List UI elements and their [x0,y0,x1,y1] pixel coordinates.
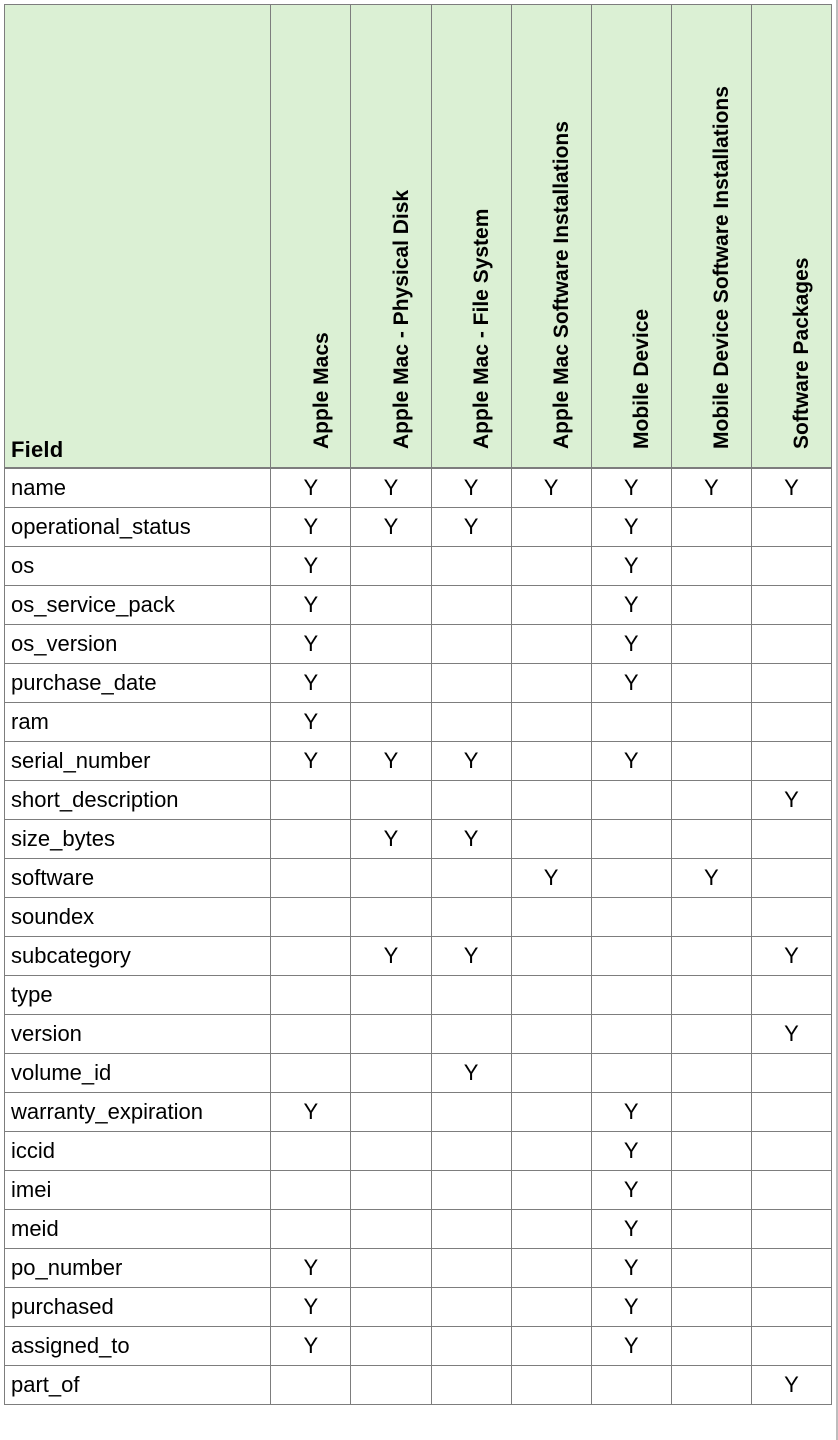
mark-cell[interactable] [671,625,751,664]
mark-cell[interactable] [351,1288,431,1327]
mark-cell[interactable] [431,859,511,898]
mark-cell[interactable] [431,1210,511,1249]
mark-cell[interactable]: Y [431,742,511,781]
mark-cell[interactable] [751,859,831,898]
field-cell[interactable]: os_service_pack [5,586,271,625]
mark-cell[interactable] [751,742,831,781]
mark-cell[interactable] [511,976,591,1015]
mark-cell[interactable] [511,742,591,781]
mark-cell[interactable] [351,1015,431,1054]
field-cell[interactable]: volume_id [5,1054,271,1093]
mark-cell[interactable] [431,1327,511,1366]
mark-cell[interactable]: Y [591,1288,671,1327]
mark-cell[interactable]: Y [271,468,351,508]
mark-cell[interactable] [671,1093,751,1132]
mark-cell[interactable]: Y [671,468,751,508]
mark-cell[interactable] [271,937,351,976]
mark-cell[interactable]: Y [591,1210,671,1249]
mark-cell[interactable] [751,547,831,586]
mark-cell[interactable] [431,976,511,1015]
table-row [5,468,832,508]
header-cell-apple-mac-physical-disk[interactable] [351,5,431,469]
mark-cell[interactable]: Y [351,820,431,859]
mark-cell[interactable] [351,1366,431,1405]
mark-cell[interactable] [351,1210,431,1249]
mark-cell[interactable] [671,937,751,976]
mark-cell[interactable] [431,586,511,625]
mark-cell[interactable] [351,703,431,742]
mark-cell[interactable]: Y [271,1093,351,1132]
mark-cell[interactable] [271,1054,351,1093]
mark-cell[interactable]: Y [271,625,351,664]
table-row [5,898,832,937]
mark-cell[interactable] [671,1327,751,1366]
table-row [5,976,832,1015]
mark-cell[interactable]: Y [591,1327,671,1366]
mark-cell[interactable] [431,781,511,820]
mark-cell[interactable]: Y [431,1054,511,1093]
mark-cell[interactable]: Y [591,586,671,625]
field-cell[interactable]: name [5,468,271,508]
mark-cell[interactable] [511,820,591,859]
mark-cell[interactable] [431,1093,511,1132]
mark-cell[interactable] [751,664,831,703]
mark-cell[interactable] [511,1327,591,1366]
mark-cell[interactable] [511,1015,591,1054]
mark-cell[interactable]: Y [591,468,671,508]
mark-cell[interactable] [351,1132,431,1171]
mark-cell[interactable] [431,1132,511,1171]
table-row [5,1132,832,1171]
mark-cell[interactable] [671,1171,751,1210]
mark-cell[interactable]: Y [271,508,351,547]
field-cell[interactable]: version [5,1015,271,1054]
header-label-field: Field [11,437,64,462]
mark-cell[interactable] [351,1054,431,1093]
field-cell[interactable]: iccid [5,1132,271,1171]
mark-cell[interactable] [351,859,431,898]
mark-cell[interactable] [751,586,831,625]
mark-cell[interactable] [351,1171,431,1210]
mark-cell[interactable] [271,1015,351,1054]
header-label-mobile-device: Mobile Device [630,308,654,449]
mark-cell[interactable] [351,976,431,1015]
table-row [5,1210,832,1249]
mark-cell[interactable] [511,1210,591,1249]
mark-cell[interactable] [751,976,831,1015]
mark-cell[interactable] [751,1171,831,1210]
table-row [5,1288,832,1327]
mark-cell[interactable] [751,1249,831,1288]
mark-cell[interactable] [511,1171,591,1210]
mark-cell[interactable]: Y [271,1288,351,1327]
mark-cell[interactable] [751,1327,831,1366]
mark-cell[interactable] [591,937,671,976]
table-row [5,1366,832,1405]
mark-cell[interactable] [751,1093,831,1132]
mark-cell[interactable]: Y [511,859,591,898]
mark-cell[interactable]: Y [671,859,751,898]
mark-cell[interactable] [511,664,591,703]
mark-cell[interactable]: Y [591,1093,671,1132]
field-cell[interactable]: part_of [5,1366,271,1405]
field-cell[interactable]: meid [5,1210,271,1249]
mark-cell[interactable] [431,703,511,742]
field-cell[interactable]: subcategory [5,937,271,976]
field-cell[interactable]: po_number [5,1249,271,1288]
mark-cell[interactable] [591,1015,671,1054]
table-row [5,1171,832,1210]
mark-cell[interactable]: Y [431,937,511,976]
mark-cell[interactable] [671,586,751,625]
header-label-apple-mac-physical-disk: Apple Mac - Physical Disk [389,189,413,449]
mark-cell[interactable] [511,1288,591,1327]
field-cell[interactable]: ram [5,703,271,742]
mark-cell[interactable] [431,625,511,664]
field-matrix-table [4,4,832,1405]
mark-cell[interactable] [431,1366,511,1405]
mark-cell[interactable]: Y [351,508,431,547]
mark-cell[interactable] [271,1132,351,1171]
table-row [5,742,832,781]
mark-cell[interactable] [351,625,431,664]
mark-cell[interactable] [671,898,751,937]
mark-cell[interactable] [351,781,431,820]
mark-cell[interactable]: Y [351,468,431,508]
mark-cell[interactable] [351,547,431,586]
mark-cell[interactable] [751,1054,831,1093]
header-label-software-packages: Software Packages [790,257,814,449]
mark-cell[interactable] [671,1132,751,1171]
field-cell[interactable]: purchased [5,1288,271,1327]
mark-cell[interactable] [591,859,671,898]
mark-cell[interactable] [671,1054,751,1093]
mark-cell[interactable] [671,1210,751,1249]
header-cell-mobile-device[interactable] [591,5,671,469]
mark-cell[interactable] [431,1015,511,1054]
mark-cell[interactable] [511,781,591,820]
mark-cell[interactable] [591,1366,671,1405]
mark-cell[interactable]: Y [751,1366,831,1405]
mark-cell[interactable] [751,1132,831,1171]
mark-cell[interactable] [271,1171,351,1210]
table-row [5,1054,832,1093]
header-cell-field[interactable] [5,5,271,469]
mark-cell[interactable]: Y [271,586,351,625]
header-cell-apple-mac-file-system[interactable] [431,5,511,469]
mark-cell[interactable] [591,976,671,1015]
mark-cell[interactable] [671,703,751,742]
header-label-mobile-device-software-installations: Mobile Device Software Installations [710,86,734,449]
mark-cell[interactable]: Y [351,937,431,976]
mark-cell[interactable] [351,586,431,625]
mark-cell[interactable] [671,508,751,547]
field-cell[interactable]: os_version [5,625,271,664]
mark-cell[interactable]: Y [431,820,511,859]
table-row [5,781,832,820]
mark-cell[interactable]: Y [431,508,511,547]
mark-cell[interactable] [751,1288,831,1327]
field-cell[interactable]: purchase_date [5,664,271,703]
mark-cell[interactable]: Y [751,1015,831,1054]
table-body [5,468,832,1405]
mark-cell[interactable]: Y [751,781,831,820]
field-cell[interactable]: short_description [5,781,271,820]
mark-cell[interactable] [511,547,591,586]
mark-cell[interactable]: Y [591,664,671,703]
mark-cell[interactable] [751,703,831,742]
mark-cell[interactable]: Y [271,664,351,703]
mark-cell[interactable] [671,820,751,859]
mark-cell[interactable] [271,898,351,937]
mark-cell[interactable] [751,1210,831,1249]
field-cell[interactable]: os [5,547,271,586]
table-row [5,1093,832,1132]
mark-cell[interactable] [511,1054,591,1093]
mark-cell[interactable]: Y [591,1132,671,1171]
table-row [5,1015,832,1054]
mark-cell[interactable] [431,1249,511,1288]
mark-cell[interactable]: Y [431,468,511,508]
mark-cell[interactable]: Y [591,547,671,586]
mark-cell[interactable] [431,1171,511,1210]
table-row [5,625,832,664]
mark-cell[interactable] [271,1210,351,1249]
mark-cell[interactable] [671,664,751,703]
mark-cell[interactable] [511,625,591,664]
mark-cell[interactable] [511,937,591,976]
mark-cell[interactable] [591,898,671,937]
mark-cell[interactable] [751,508,831,547]
mark-cell[interactable]: Y [591,625,671,664]
mark-cell[interactable] [431,547,511,586]
field-cell[interactable]: warranty_expiration [5,1093,271,1132]
mark-cell[interactable] [671,742,751,781]
field-cell[interactable]: imei [5,1171,271,1210]
mark-cell[interactable] [511,508,591,547]
mark-cell[interactable] [591,703,671,742]
mark-cell[interactable] [431,898,511,937]
mark-cell[interactable] [671,1288,751,1327]
table-row [5,859,832,898]
mark-cell[interactable] [671,976,751,1015]
table-row [5,508,832,547]
mark-cell[interactable] [751,625,831,664]
header-label-apple-mac-software-installations: Apple Mac Software Installations [550,121,574,449]
mark-cell[interactable] [351,664,431,703]
mark-cell[interactable]: Y [271,703,351,742]
header-label-apple-macs: Apple Macs [309,332,333,449]
mark-cell[interactable] [351,1093,431,1132]
mark-cell[interactable] [511,1093,591,1132]
mark-cell[interactable] [671,547,751,586]
mark-cell[interactable] [511,1249,591,1288]
mark-cell[interactable] [671,1015,751,1054]
mark-cell[interactable] [511,1366,591,1405]
mark-cell[interactable]: Y [271,742,351,781]
mark-cell[interactable] [591,820,671,859]
mark-cell[interactable] [271,859,351,898]
mark-cell[interactable]: Y [271,1327,351,1366]
header-cell-software-packages[interactable] [751,5,831,469]
mark-cell[interactable]: Y [591,1171,671,1210]
mark-cell[interactable] [591,1054,671,1093]
table-row [5,547,832,586]
mark-cell[interactable] [511,586,591,625]
mark-cell[interactable]: Y [591,1249,671,1288]
mark-cell[interactable] [431,1288,511,1327]
table-row [5,1249,832,1288]
mark-cell[interactable] [671,1366,751,1405]
table-row [5,937,832,976]
table-row [5,703,832,742]
field-cell[interactable]: type [5,976,271,1015]
mark-cell[interactable]: Y [511,468,591,508]
mark-cell[interactable]: Y [351,742,431,781]
mark-cell[interactable]: Y [271,1249,351,1288]
mark-cell[interactable]: Y [751,468,831,508]
mark-cell[interactable] [671,1249,751,1288]
mark-cell[interactable] [271,1366,351,1405]
mark-cell[interactable] [351,898,431,937]
header-label-apple-mac-file-system: Apple Mac - File System [470,208,494,449]
mark-cell[interactable] [751,898,831,937]
field-cell[interactable]: assigned_to [5,1327,271,1366]
field-cell[interactable]: operational_status [5,508,271,547]
mark-cell[interactable] [271,781,351,820]
mark-cell[interactable] [591,781,671,820]
mark-cell[interactable] [351,1327,431,1366]
header-cell-mobile-device-software-installations[interactable] [671,5,751,469]
mark-cell[interactable]: Y [751,937,831,976]
field-cell[interactable]: soundex [5,898,271,937]
field-cell[interactable]: size_bytes [5,820,271,859]
mark-cell[interactable]: Y [591,508,671,547]
mark-cell[interactable] [671,781,751,820]
mark-cell[interactable] [351,1249,431,1288]
mark-cell[interactable]: Y [591,742,671,781]
table-row [5,664,832,703]
mark-cell[interactable] [511,703,591,742]
mark-cell[interactable] [431,664,511,703]
field-cell[interactable]: serial_number [5,742,271,781]
mark-cell[interactable] [511,898,591,937]
mark-cell[interactable] [271,820,351,859]
header-row [5,5,832,469]
table-row [5,586,832,625]
mark-cell[interactable] [751,820,831,859]
header-cell-apple-mac-software-installations[interactable] [511,5,591,469]
table-row [5,1327,832,1366]
table-row [5,820,832,859]
mark-cell[interactable]: Y [271,547,351,586]
mark-cell[interactable] [511,1132,591,1171]
mark-cell[interactable] [271,976,351,1015]
header-cell-apple-macs[interactable] [271,5,351,469]
field-cell[interactable]: software [5,859,271,898]
